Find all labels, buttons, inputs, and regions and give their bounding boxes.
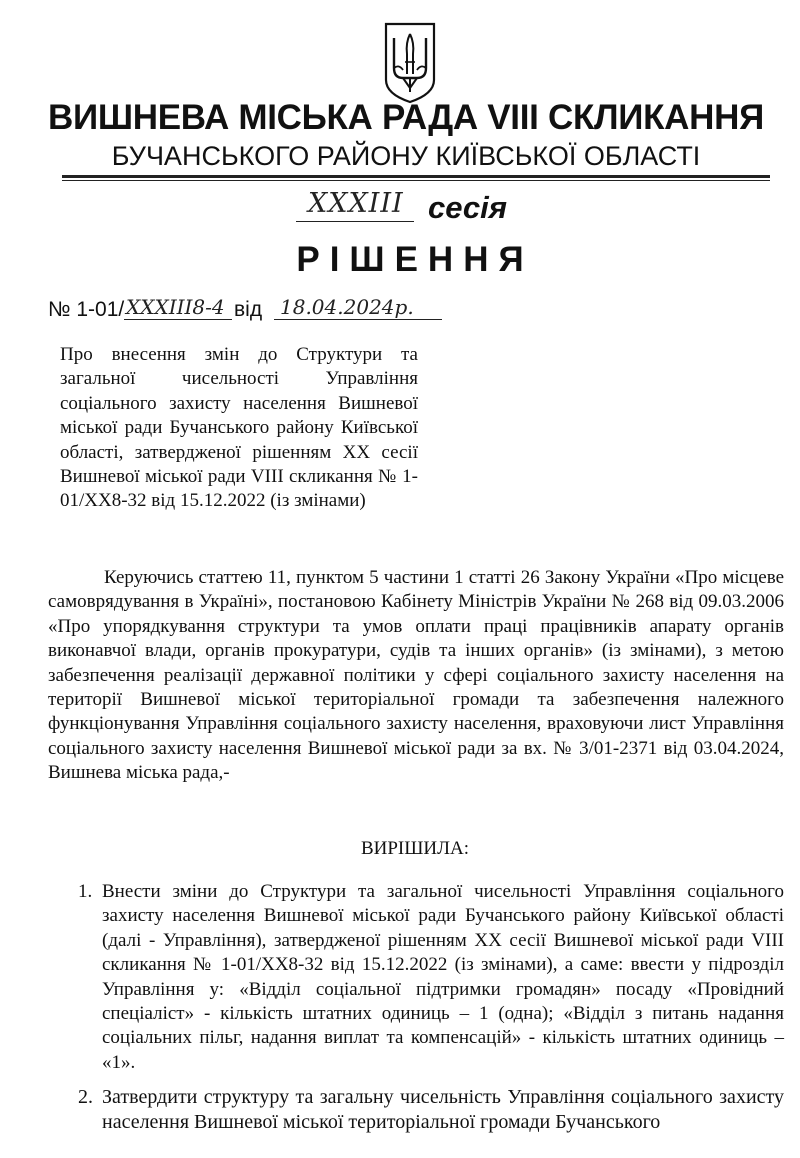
decision-number-handwritten: XXXIII8-4 [126,295,225,319]
decision-date-handwritten: 18.04.2024р. [280,295,414,319]
decision-number-line [48,292,468,328]
resolution-item-2 [48,1085,784,1135]
trident-emblem-icon [383,22,437,104]
header-divider-thin [62,180,770,181]
session-number-handwritten: XXXIII [308,188,404,219]
session-underline [296,221,414,222]
council-subtitle: БУЧАНСЬКОГО РАЙОНУ КИЇВСЬКОЇ ОБЛАСТІ [111,141,701,171]
session-line [296,188,576,228]
item-text: Внести зміни до Структури та загальної чисельності Управління соціального захисту населення Вишневої міської ради Бучанського району Київської області (далі - Управління), затвердженої рішенням XX сесії Вишневої міської ради VIII скликання № 1-01/XX8-32 від 15.12.2022 (із змінами), а саме: ввести у підрозділ Управління у: «Відділ соціальної підтримки громадян» посаду «Провідний спеціаліст» - кількість штатних одиниць – 1 (одна); «Відділ з питань надання соціальних пільг, надання виплат та компенсацій» - кількість штатних одиниць – «1». [102,881,784,1073]
decision-title: РІШЕННЯ [296,240,534,279]
header-divider-thick [62,175,770,178]
item-text: Затвердити структуру та загальну чисельність Управління соціального захисту населення Вишневої міської територіальної громади Бучанського [102,1086,784,1134]
decision-date-underline [274,319,442,320]
decision-subject: Про внесення змін до Структури та загальної чисельності Управління соціального захисту населення Вишневої міської ради Бучанського району Київської області, затвердженої рішенням XX сесії Вишневої міської ради VIII скликання № 1-01/XX8-32 від 15.12.2022 (із змінами) [60,344,418,512]
decision-date-label: від [234,298,263,321]
decision-number-prefix: № 1-01/ [48,298,125,321]
decision-number-underline [124,319,232,320]
item-number: 2. [78,1086,93,1109]
session-label: сесія [428,190,507,225]
resolved-heading: ВИРІШИЛА: [360,838,470,859]
preamble-paragraph: Керуючись статтею 11, пунктом 5 частини 1 статті 26 Закону України «Про місцеве самоврядування в Україні», постановою Кабінету Міністрів України № 268 від 09.03.2006 «Про упорядкування структури та умов оплати праці працівників апарату органів виконавчої влади, органів прокуратури, судів та інших органів» (із змінами), з метою забезпечення реалізації державної політики у сфері соціального захисту населення на території Вишневої міської територіальної громади та забезпечення належного функціонування Управління соціального захисту населення, враховуючи лист Управління соціального захисту населення Вишневої міської ради за вх. № 3/01-2371 від 03.04.2024, Вишнева міська рада,- [48,567,784,784]
resolution-items [48,880,784,1135]
council-title: ВИШНЕВА МІСЬКА РАДА VIII СКЛИКАННЯ [48,98,764,137]
item-number: 1. [78,881,93,902]
resolution-item-1 [48,880,784,1075]
